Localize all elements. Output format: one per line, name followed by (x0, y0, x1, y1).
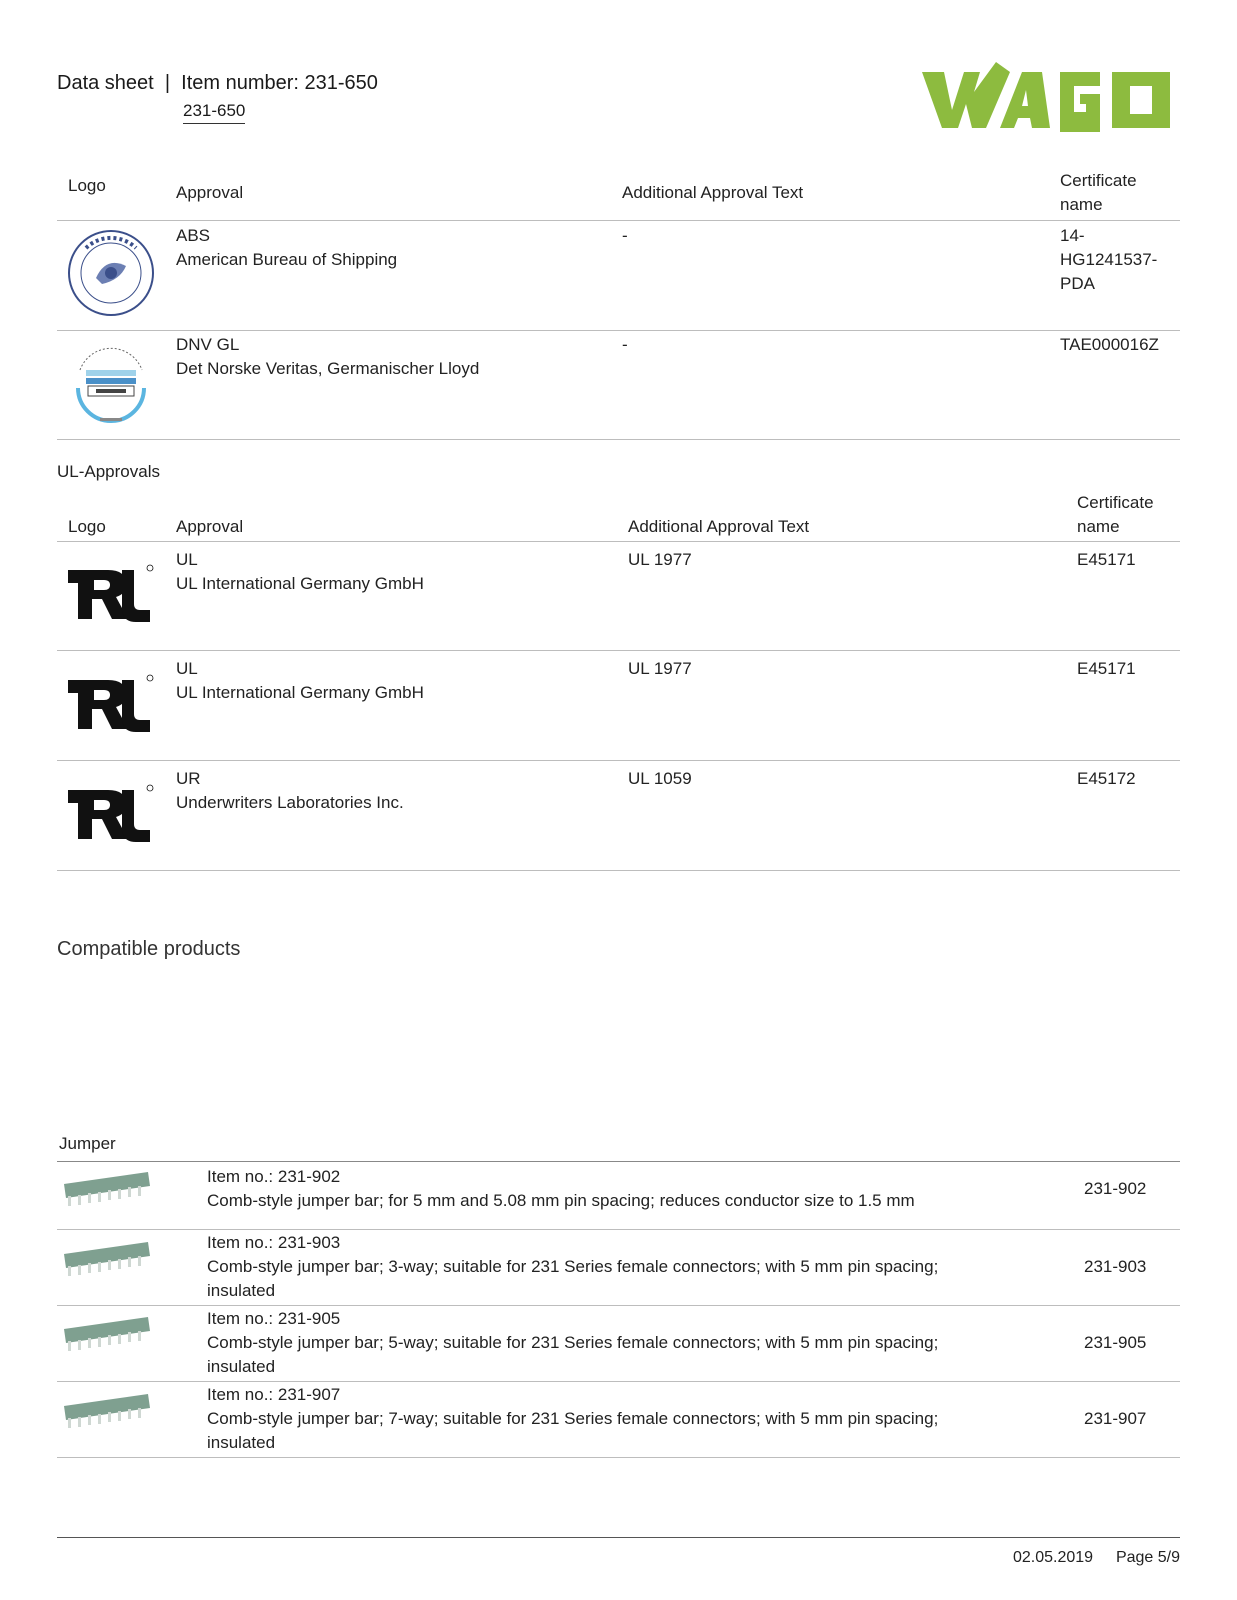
compatible-item-number[interactable]: Item no.: 231-903 (207, 1233, 341, 1252)
col-header-additional: Additional Approval Text (628, 517, 810, 536)
compatible-item-description: Comb-style jumper bar; 7-way; suitable for 231 Series female connectors; with 5 mm pin spacing; insulated (207, 1409, 939, 1452)
ul-logo (66, 562, 156, 632)
footer-divider (57, 1537, 1180, 1538)
dnv-gl-logo (66, 340, 156, 430)
compatible-item-description: Comb-style jumper bar; for 5 mm and 5.08 mm pin spacing; reduces conductor size to 1.5 mm (207, 1191, 915, 1210)
additional-text: - (622, 226, 628, 245)
compatible-item-number[interactable]: Item no.: 231-902 (207, 1167, 341, 1186)
ur-logo (66, 782, 156, 852)
compatible-item-code[interactable]: 231-903 (1084, 1257, 1147, 1276)
col-header-additional: Additional Approval Text (622, 183, 804, 202)
compatible-products-heading: Compatible products (57, 938, 241, 960)
approval-org: UL International Germany GmbH (176, 574, 424, 593)
page-title: Data sheet | Item number: 231-650 (57, 72, 378, 94)
jumper-bar-thumbnail[interactable] (62, 1313, 152, 1357)
additional-text: UL 1977 (628, 659, 692, 678)
ul-logo (66, 672, 156, 742)
footer (1013, 1549, 1180, 1567)
col-header-logo: Logo (68, 176, 106, 195)
jumper-category: Jumper (59, 1134, 116, 1153)
approval-org: American Bureau of Shipping (176, 250, 398, 269)
approval-name: UL (176, 550, 198, 569)
approval-name: DNV GL (176, 335, 240, 354)
compatible-item-code[interactable]: 231-905 (1084, 1333, 1147, 1352)
col-header-logo: Logo (68, 517, 106, 536)
col-header-certificate: Certificate name (1077, 493, 1154, 536)
approval-name: ABS (176, 226, 211, 245)
approval-org: Det Norske Veritas, Germanischer Lloyd (176, 359, 480, 378)
abs-logo (66, 228, 156, 318)
compatible-item-code[interactable]: 231-907 (1084, 1409, 1147, 1428)
additional-text: UL 1059 (628, 769, 692, 788)
approval-org: Underwriters Laboratories Inc. (176, 793, 404, 812)
additional-text: UL 1977 (628, 550, 692, 569)
footer-date: 02.05.2019 (1012, 1549, 1094, 1566)
jumper-bar-thumbnail[interactable] (62, 1168, 152, 1212)
certificate-name: E45171 (1077, 659, 1136, 678)
compatible-item-number[interactable]: Item no.: 231-907 (207, 1385, 341, 1404)
certificate-name: 14- HG1241537- PDA (1060, 226, 1158, 293)
jumper-bar-thumbnail[interactable] (62, 1238, 152, 1282)
certificate-name: TAE000016Z (1060, 335, 1159, 354)
compatible-item-description: Comb-style jumper bar; 3-way; suitable for 231 Series female connectors; with 5 mm pin spacing; insulated (207, 1257, 939, 1300)
approval-org: UL International Germany GmbH (176, 683, 424, 702)
jumper-bar-thumbnail[interactable] (62, 1390, 152, 1434)
certificate-name: E45172 (1077, 769, 1136, 788)
footer-page-number: Page 5/9 (1115, 1549, 1180, 1566)
compatible-item-description: Comb-style jumper bar; 5-way; suitable for 231 Series female connectors; with 5 mm pin spacing; insulated (207, 1333, 939, 1376)
item-number-link[interactable]: 231-650 (183, 101, 245, 124)
approval-name: UR (176, 769, 201, 788)
ul-approvals-heading: UL-Approvals (57, 462, 160, 481)
col-header-certificate: Certificate name (1060, 171, 1137, 214)
wago-logo (922, 58, 1180, 144)
col-header-approval: Approval (176, 517, 244, 536)
certificate-name: E45171 (1077, 550, 1136, 569)
compatible-item-code[interactable]: 231-902 (1084, 1179, 1147, 1198)
approval-name: UL (176, 659, 198, 678)
col-header-approval: Approval (176, 183, 244, 202)
additional-text: - (622, 335, 628, 354)
compatible-item-number[interactable]: Item no.: 231-905 (207, 1309, 341, 1328)
